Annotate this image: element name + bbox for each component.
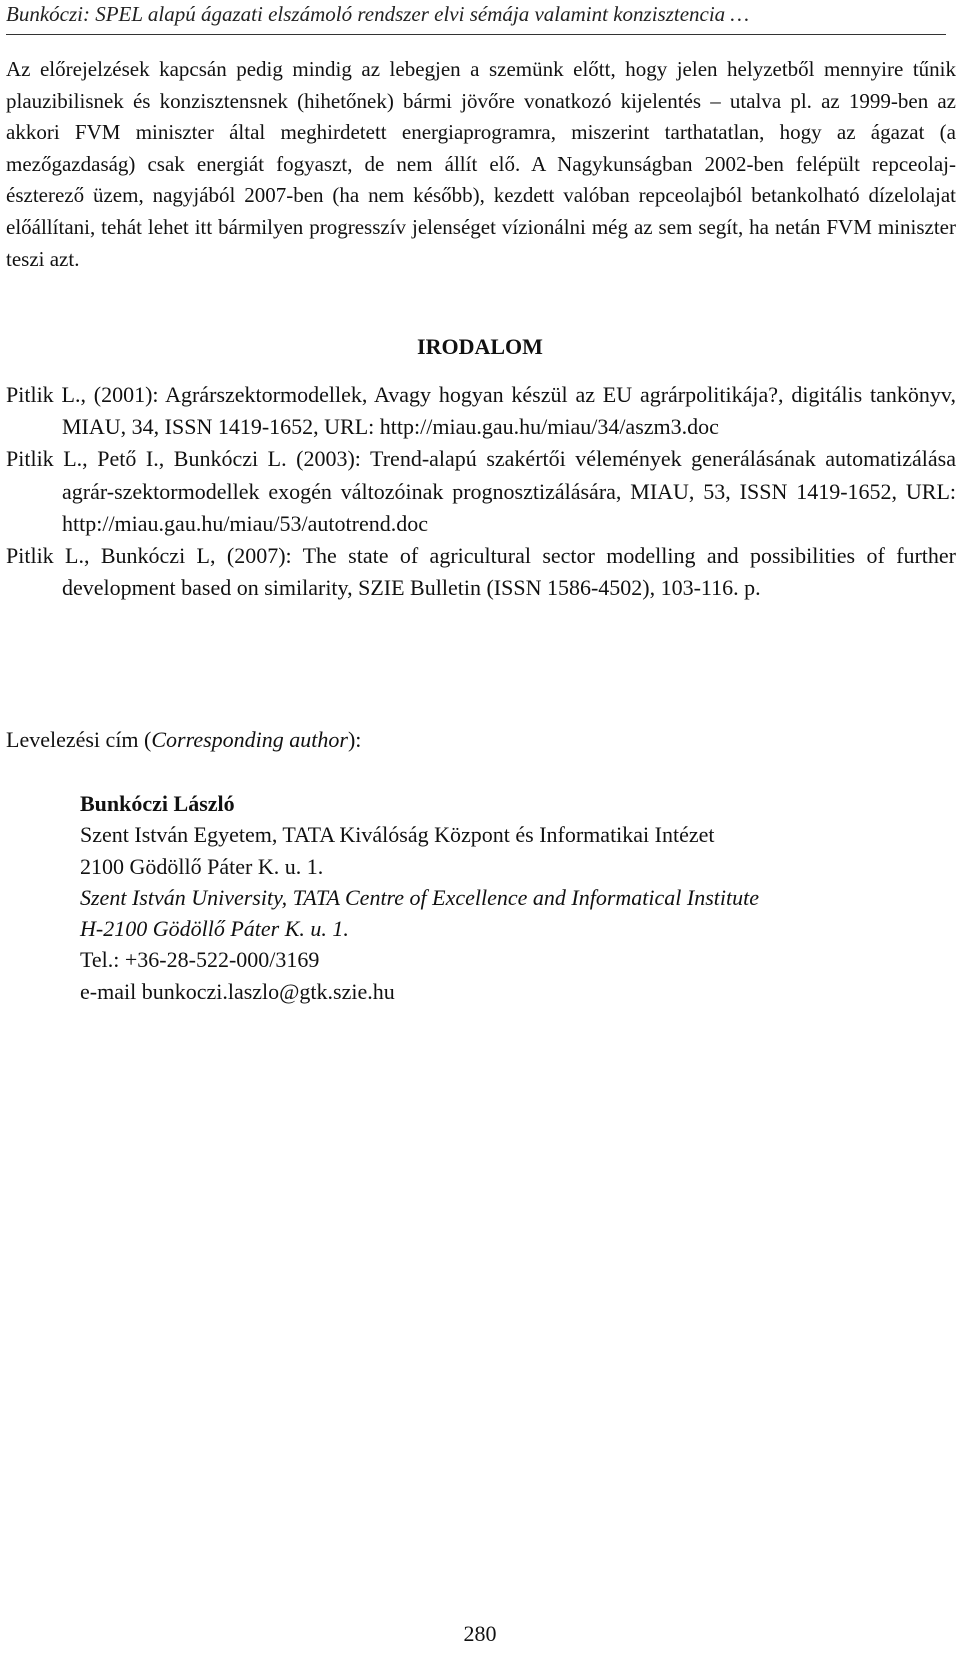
address-en: H-2100 Gödöllő Páter K. u. 1. [80,916,349,942]
corr-label-end: ): [347,727,362,752]
reference-item: Pitlik L., Pető I., Bunkóczi L. (2003): Trend-alapú szakértői vélemények generálásának automatizálása agrár-szektormodellek exogén változóinak prognosztizálására, MIAU, 53, ISSN 1419-1652, URL: http://miau.gau.hu/miau/53/autotrend.doc [6,446,956,536]
email: e-mail bunkoczi.laszlo@gtk.szie.hu [80,978,395,1004]
references-heading: IRODALOM [417,334,543,359]
page-number: 280 [463,1621,497,1646]
author-name: Bunkóczi László [80,791,235,816]
reference-item: Pitlik L., (2001): Agrárszektormodellek, Avagy hogyan készül az EU agrárpolitikája?, digitális tankönyv, MIAU, 34, ISSN 1419-1652, URL: http://miau.gau.hu/miau/34/aszm3.doc [6,382,956,440]
contact-block [80,788,940,1007]
reference-list [6,379,956,604]
running-header: Bunkóczi: SPEL alapú ágazati elszámoló rendszer elvi sémája valamint konzisztencia … [6,0,946,35]
phone: Tel.: +36-28-522-000/3169 [80,947,320,973]
affiliation-hu: Szent István Egyetem, TATA Kiválóság Központ és Informatikai Intézet [80,822,715,848]
body-paragraph: Az előrejelzések kapcsán pedig mindig az lebegjen a szemünk előtt, hogy jelen helyzetből mennyire tűnik plauzibilisnek és konzisztensnek (hihetőnek) bármi jövőre vonatkozó kijelentés – utalva pl. az 1999-ben az akkori FVM miniszter által meghirdetett energiaprogramra, miszerint tarthatatlan, hogy az ágazat (a mezőgazdaság) csak energiát fogyaszt, de nem állít elő. A Nagykunságban 2002-ben felépült repceolaj- észterező üzem, nagyjából 2007-ben (ha nem később), kezdett valóban repceolajból betankolható dízelolajat előállítani, tehát lehet itt bármilyen progresszív jelenséget vízionálni még az sem segít, ha netán FVM miniszter teszi azt. [6,57,956,271]
address-hu: 2100 Gödöllő Páter K. u. 1. [80,853,324,879]
reference-item: Pitlik L., Bunkóczi L, (2007): The state of agricultural sector modelling and possibilities of further development based on similarity, SZIE Bulletin (ISSN 1586-4502), 103-116. p. [6,543,956,601]
corresponding-author-label [6,725,361,755]
corr-label-hu: Levelezési cím ( [6,727,152,752]
affiliation-en: Szent István University, TATA Centre of Excellence and Informatical Institute [80,884,760,910]
corr-label-en: Corresponding author [151,727,348,752]
